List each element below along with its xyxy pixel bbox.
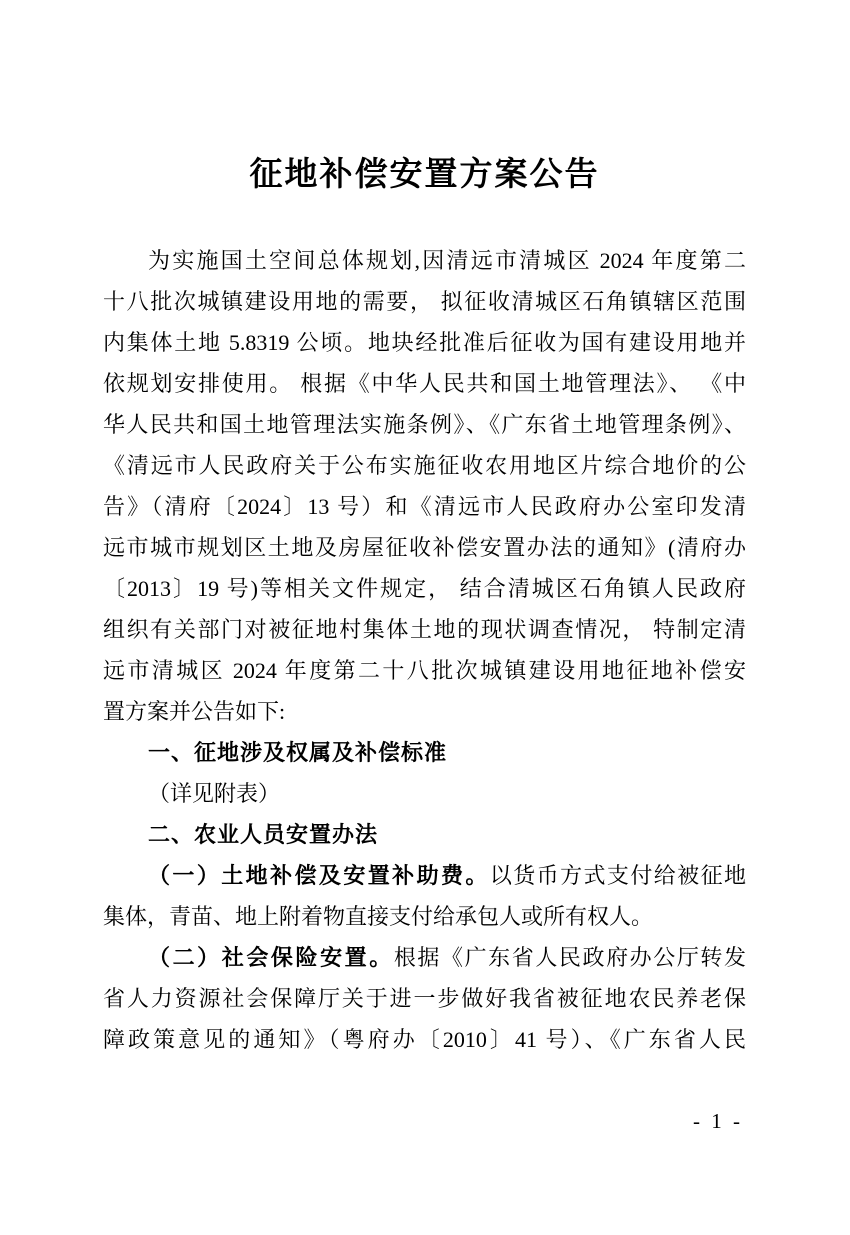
- text-line: [103, 527, 746, 568]
- text-line: [103, 978, 746, 1019]
- text-segment: 《清远市人民政府关于公布实施征收农用地区片综合地价的公: [103, 453, 746, 478]
- text-line: [103, 732, 746, 773]
- page-number: - 1 -: [693, 1109, 743, 1133]
- text-segment: （详见附表）: [148, 781, 281, 806]
- document-title: 征地补偿安置方案公告: [249, 157, 600, 193]
- text-line: [103, 691, 746, 732]
- text-segment: 根据《广东省人民政府办公厅转发: [393, 945, 746, 970]
- text-line: [103, 486, 746, 527]
- bold-text-segment: 一、征地涉及权属及补偿标准: [148, 740, 448, 765]
- text-segment: 十八批次城镇建设用地的需要， 拟征收清城区石角镇辖区范围: [103, 289, 746, 314]
- text-segment: 内集体土地 5.8319 公顷。地块经批准后征收为国有建设用地并: [103, 330, 746, 355]
- document-body: [103, 240, 746, 1060]
- text-line: [103, 404, 746, 445]
- text-segment: 华人民共和国土地管理法实施条例》、《广东省土地管理条例》、: [103, 412, 746, 437]
- text-segment: 依规划安排使用。 根据《中华人民共和国土地管理法》、 《中: [103, 371, 746, 396]
- text-line: [103, 240, 746, 281]
- text-segment: 省人力资源社会保障厅关于进一步做好我省被征地农民养老保: [103, 986, 746, 1011]
- text-segment: 远市城市规划区土地及房屋征收补偿安置办法的通知》(清府办: [103, 535, 746, 560]
- bold-text-segment: 二、农业人员安置办法: [148, 822, 379, 847]
- text-segment: 远市清城区 2024 年度第二十八批次城镇建设用地征地补偿安: [103, 658, 746, 683]
- text-line: [103, 773, 746, 814]
- text-line: [103, 363, 746, 404]
- text-segment: 障政策意见的通知》（粤府办〔2010〕41 号）、《广东省人民: [103, 1027, 746, 1052]
- text-segment: 置方案并公告如下:: [103, 699, 286, 724]
- text-segment: 〔2013〕19 号)等相关文件规定， 结合清城区石角镇人民政府: [103, 576, 746, 601]
- text-line: [103, 814, 746, 855]
- text-line: [103, 281, 746, 322]
- text-segment: 为实施国土空间总体规划,因清远市清城区 2024 年度第二: [148, 248, 746, 273]
- text-line: [103, 650, 746, 691]
- text-segment: 以货币方式支付给被征地: [489, 863, 746, 888]
- bold-text-segment: （一）土地补偿及安置补助费。: [148, 863, 490, 888]
- text-line: [103, 445, 746, 486]
- text-line: [103, 322, 746, 363]
- text-line: [103, 568, 746, 609]
- text-line: [103, 855, 746, 896]
- text-line: [103, 937, 746, 978]
- text-segment: 告》（清府〔2024〕13 号）和《清远市人民政府办公室印发清: [103, 494, 746, 519]
- text-line: [103, 609, 746, 650]
- text-line: [103, 1019, 746, 1060]
- text-segment: 组织有关部门对被征地村集体土地的现状调查情况， 特制定清: [103, 617, 746, 642]
- text-line: [103, 896, 746, 937]
- text-segment: 集体，青苗、地上附着物直接支付给承包人或所有权人。: [103, 904, 654, 929]
- bold-text-segment: （二）社会保险安置。: [148, 945, 394, 970]
